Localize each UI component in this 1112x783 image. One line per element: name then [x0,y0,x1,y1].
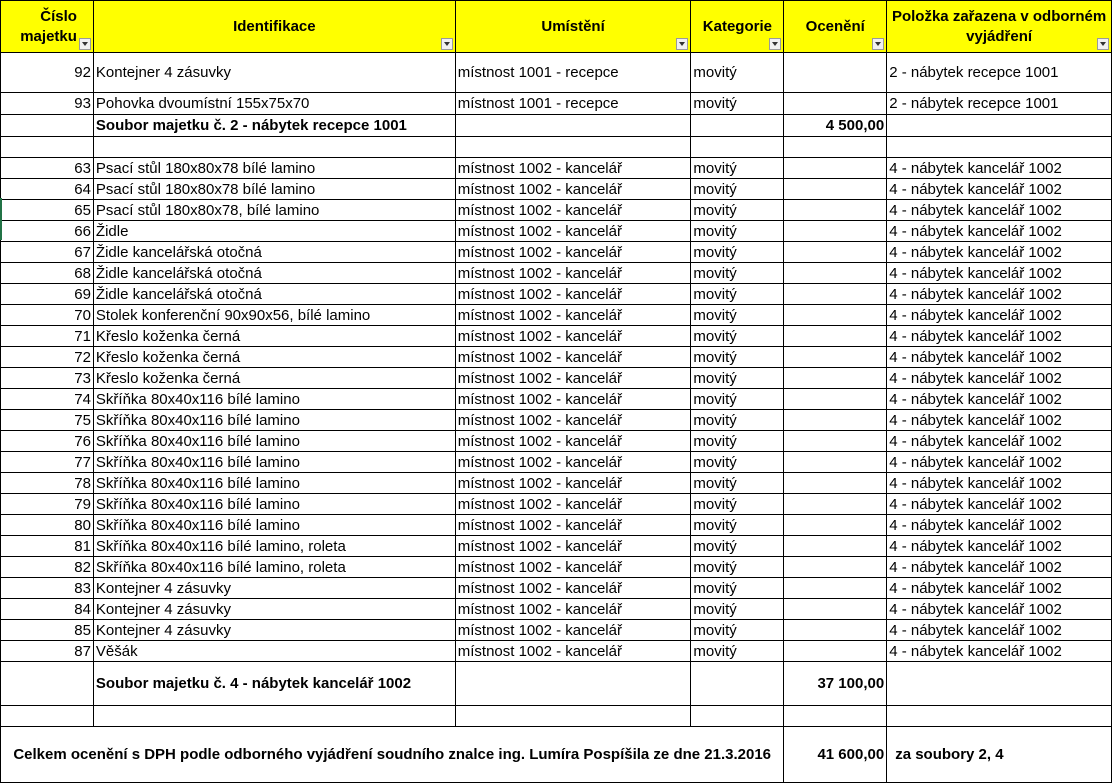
cell-category[interactable]: movitý [691,473,784,494]
cell-identification[interactable]: Křeslo koženka černá [93,347,455,368]
cell-valuation[interactable] [784,599,887,620]
empty-cell[interactable] [691,706,784,727]
cell-identification[interactable]: Skříňka 80x40x116 bílé lamino, roleta [93,557,455,578]
cell-category[interactable]: movitý [691,179,784,200]
cell-category[interactable]: movitý [691,641,784,662]
cell-valuation[interactable] [784,431,887,452]
cell-category[interactable]: movitý [691,410,784,431]
table-row[interactable] [1,93,1112,115]
header-item-in-report-label: Položka zařazena v odborném vyjádření [891,7,1107,45]
cell-asset-number[interactable]: 75 [1,410,94,431]
table-row[interactable] [1,326,1112,347]
cell-item-in-report[interactable]: 4 - nábytek kancelář 1002 [887,263,1112,284]
cell-asset-number[interactable]: 85 [1,620,94,641]
cell-item-in-report[interactable]: 4 - nábytek kancelář 1002 [887,641,1112,662]
empty-cell[interactable] [93,706,455,727]
cell-location[interactable]: místnost 1002 - kancelář [455,305,691,326]
cell-location[interactable]: místnost 1002 - kancelář [455,452,691,473]
cell-identification[interactable]: Kontejner 4 zásuvky [93,599,455,620]
cell-asset-number[interactable]: 73 [1,368,94,389]
cell-asset-number[interactable]: 74 [1,389,94,410]
cell-identification[interactable]: Skříňka 80x40x116 bílé lamino, roleta [93,536,455,557]
header-item-in-report [887,1,1112,53]
cell-location[interactable]: místnost 1002 - kancelář [455,200,691,221]
empty-cell[interactable] [1,706,94,727]
cell-identification[interactable]: Kontejner 4 zásuvky [93,620,455,641]
cell-category[interactable]: movitý [691,536,784,557]
cell-location[interactable]: místnost 1002 - kancelář [455,410,691,431]
cell-identification[interactable]: Židle kancelářská otočná [93,284,455,305]
filter-dropdown-icon[interactable] [676,38,688,50]
table-row[interactable] [1,557,1112,578]
table-row[interactable] [1,305,1112,326]
cell-category[interactable]: movitý [691,200,784,221]
cell-asset-number[interactable]: 79 [1,494,94,515]
cell-category[interactable]: movitý [691,494,784,515]
table-row[interactable] [1,431,1112,452]
table-row[interactable] [1,515,1112,536]
header-location-label: Umístění [541,17,605,35]
cell-valuation[interactable] [784,515,887,536]
cell-location[interactable]: místnost 1001 - recepce [455,93,691,115]
cell-item-in-report[interactable]: 4 - nábytek kancelář 1002 [887,242,1112,263]
cell-asset-number[interactable]: 68 [1,263,94,284]
cell-asset-number[interactable]: 72 [1,347,94,368]
cell-item-in-report[interactable]: 4 - nábytek kancelář 1002 [887,473,1112,494]
empty-cell[interactable] [455,115,691,137]
cell-identification[interactable]: Skříňka 80x40x116 bílé lamino [93,452,455,473]
cell-category[interactable]: movitý [691,599,784,620]
table-row[interactable] [1,179,1112,200]
empty-row[interactable] [1,706,1112,727]
cell-item-in-report[interactable]: 2 - nábytek recepce 1001 [887,93,1112,115]
cell-valuation[interactable] [784,620,887,641]
cell-location[interactable]: místnost 1001 - recepce [455,53,691,93]
cell-category[interactable]: movitý [691,578,784,599]
empty-cell[interactable] [691,662,784,706]
cell-location[interactable]: místnost 1002 - kancelář [455,431,691,452]
empty-cell[interactable] [455,137,691,158]
table-row[interactable] [1,620,1112,641]
cell-location[interactable]: místnost 1002 - kancelář [455,347,691,368]
header-category-label: Kategorie [702,17,772,35]
table-row[interactable] [1,599,1112,620]
table-row[interactable] [1,284,1112,305]
cell-asset-number[interactable]: 83 [1,578,94,599]
cell-valuation[interactable] [784,410,887,431]
cell-valuation[interactable] [784,536,887,557]
empty-cell[interactable] [887,706,1112,727]
subtotal-value[interactable]: 37 100,00 [784,662,887,706]
empty-cell[interactable] [1,115,94,137]
cell-category[interactable]: movitý [691,347,784,368]
cell-item-in-report[interactable]: 4 - nábytek kancelář 1002 [887,179,1112,200]
header-valuation [784,1,887,53]
table-row[interactable] [1,347,1112,368]
table-row[interactable] [1,389,1112,410]
cell-asset-number[interactable]: 92 [1,53,94,93]
filter-dropdown-icon[interactable] [441,38,453,50]
cell-item-in-report[interactable]: 4 - nábytek kancelář 1002 [887,536,1112,557]
cell-identification[interactable]: Křeslo koženka černá [93,326,455,347]
cell-item-in-report[interactable]: 4 - nábytek kancelář 1002 [887,578,1112,599]
empty-row[interactable] [1,137,1112,158]
cell-identification[interactable]: Kontejner 4 zásuvky [93,53,455,93]
cell-valuation[interactable] [784,53,887,93]
cell-valuation[interactable] [784,452,887,473]
cell-asset-number[interactable]: 78 [1,473,94,494]
cell-category[interactable]: movitý [691,221,784,242]
cell-location[interactable]: místnost 1002 - kancelář [455,368,691,389]
cell-item-in-report[interactable]: 4 - nábytek kancelář 1002 [887,200,1112,221]
cell-identification[interactable]: Židle [93,221,455,242]
cell-location[interactable]: místnost 1002 - kancelář [455,242,691,263]
cell-identification[interactable]: Křeslo koženka černá [93,368,455,389]
cell-location[interactable]: místnost 1002 - kancelář [455,578,691,599]
cell-item-in-report[interactable]: 4 - nábytek kancelář 1002 [887,515,1112,536]
cell-category[interactable]: movitý [691,158,784,179]
table-row[interactable] [1,158,1112,179]
table-row[interactable] [1,242,1112,263]
cell-valuation[interactable] [784,473,887,494]
subtotal-row[interactable] [1,662,1112,706]
empty-cell[interactable] [691,115,784,137]
subtotal-label[interactable]: Soubor majetku č. 2 - nábytek recepce 1001 [93,115,455,137]
cell-item-in-report[interactable]: 4 - nábytek kancelář 1002 [887,599,1112,620]
cell-location[interactable]: místnost 1002 - kancelář [455,221,691,242]
filter-dropdown-icon[interactable] [872,38,884,50]
cell-asset-number[interactable]: 64 [1,179,94,200]
cell-category[interactable]: movitý [691,326,784,347]
cell-location[interactable]: místnost 1002 - kancelář [455,620,691,641]
header-asset-number [1,1,94,53]
empty-cell[interactable] [691,137,784,158]
cell-location[interactable]: místnost 1002 - kancelář [455,641,691,662]
subtotal-label[interactable]: Soubor majetku č. 4 - nábytek kancelář 1002 [93,662,455,706]
cell-item-in-report[interactable]: 4 - nábytek kancelář 1002 [887,158,1112,179]
cell-asset-number[interactable]: 70 [1,305,94,326]
cell-category[interactable]: movitý [691,93,784,115]
filter-dropdown-icon[interactable] [1097,38,1109,50]
cell-identification[interactable]: Skříňka 80x40x116 bílé lamino [93,431,455,452]
cell-category[interactable]: movitý [691,452,784,473]
subtotal-value[interactable]: 4 500,00 [784,115,887,137]
cell-valuation[interactable] [784,326,887,347]
cell-valuation[interactable] [784,263,887,284]
cell-location[interactable]: místnost 1002 - kancelář [455,515,691,536]
cell-asset-number[interactable]: 87 [1,641,94,662]
cell-identification[interactable]: Psací stůl 180x80x78 bílé lamino [93,158,455,179]
header-identification-label: Identifikace [233,17,316,35]
cell-asset-number[interactable]: 80 [1,515,94,536]
cell-category[interactable]: movitý [691,620,784,641]
cell-valuation[interactable] [784,641,887,662]
cell-valuation[interactable] [784,158,887,179]
cell-asset-number[interactable]: 71 [1,326,94,347]
cell-identification[interactable]: Kontejner 4 zásuvky [93,578,455,599]
empty-cell[interactable] [887,137,1112,158]
cell-item-in-report[interactable]: 4 - nábytek kancelář 1002 [887,494,1112,515]
cell-asset-number[interactable]: 66 [1,221,94,242]
cell-category[interactable]: movitý [691,431,784,452]
header-row [1,1,1112,53]
table-row[interactable] [1,368,1112,389]
cell-item-in-report[interactable]: 4 - nábytek kancelář 1002 [887,452,1112,473]
cell-category[interactable]: movitý [691,557,784,578]
table-row[interactable] [1,53,1112,93]
header-valuation-label: Ocenění [805,17,865,35]
cell-asset-number[interactable]: 67 [1,242,94,263]
grand-total-note[interactable]: za soubory 2, 4 [887,727,1112,783]
header-category [691,1,784,53]
cell-item-in-report[interactable]: 4 - nábytek kancelář 1002 [887,410,1112,431]
table-row[interactable] [1,473,1112,494]
cell-item-in-report[interactable]: 4 - nábytek kancelář 1002 [887,368,1112,389]
cell-category[interactable]: movitý [691,389,784,410]
cell-asset-number[interactable]: 65 [1,200,94,221]
cell-location[interactable]: místnost 1002 - kancelář [455,473,691,494]
cell-identification[interactable]: Stolek konferenční 90x90x56, bílé lamino [93,305,455,326]
cell-item-in-report[interactable]: 4 - nábytek kancelář 1002 [887,221,1112,242]
cell-asset-number[interactable]: 76 [1,431,94,452]
empty-cell[interactable] [1,137,94,158]
cell-location[interactable]: místnost 1002 - kancelář [455,599,691,620]
empty-cell[interactable] [784,137,887,158]
cell-asset-number[interactable]: 63 [1,158,94,179]
cell-valuation[interactable] [784,93,887,115]
subtotal-row[interactable] [1,115,1112,137]
table-row[interactable] [1,641,1112,662]
cell-item-in-report[interactable]: 4 - nábytek kancelář 1002 [887,389,1112,410]
filter-dropdown-icon[interactable] [79,38,91,50]
cell-valuation[interactable] [784,578,887,599]
table-row[interactable] [1,494,1112,515]
cell-valuation[interactable] [784,389,887,410]
cell-identification[interactable]: Židle kancelářská otočná [93,242,455,263]
cell-category[interactable]: movitý [691,263,784,284]
cell-location[interactable]: místnost 1002 - kancelář [455,179,691,200]
cell-asset-number[interactable]: 93 [1,93,94,115]
cell-identification[interactable]: Skříňka 80x40x116 bílé lamino [93,494,455,515]
cell-asset-number[interactable]: 84 [1,599,94,620]
cell-valuation[interactable] [784,494,887,515]
cell-identification[interactable]: Věšák [93,641,455,662]
cell-valuation[interactable] [784,284,887,305]
cell-valuation[interactable] [784,200,887,221]
cell-item-in-report[interactable]: 4 - nábytek kancelář 1002 [887,284,1112,305]
cell-identification[interactable]: Skříňka 80x40x116 bílé lamino [93,473,455,494]
cell-item-in-report[interactable]: 2 - nábytek recepce 1001 [887,53,1112,93]
cell-item-in-report[interactable]: 4 - nábytek kancelář 1002 [887,431,1112,452]
empty-cell[interactable] [93,137,455,158]
grand-total-row[interactable] [1,727,1112,783]
empty-cell[interactable] [455,662,691,706]
header-identification [93,1,455,53]
header-asset-number-label: Číslo majetku [20,7,77,45]
cell-location[interactable]: místnost 1002 - kancelář [455,158,691,179]
cell-identification[interactable]: Židle kancelářská otočná [93,263,455,284]
empty-cell[interactable] [455,706,691,727]
cell-category[interactable]: movitý [691,242,784,263]
cell-identification[interactable]: Psací stůl 180x80x78, bílé lamino [93,200,455,221]
cell-identification[interactable]: Skříňka 80x40x116 bílé lamino [93,389,455,410]
cell-item-in-report[interactable]: 4 - nábytek kancelář 1002 [887,557,1112,578]
header-location [455,1,691,53]
empty-cell[interactable] [887,662,1112,706]
cell-asset-number[interactable]: 77 [1,452,94,473]
cell-location[interactable]: místnost 1002 - kancelář [455,536,691,557]
table-row[interactable] [1,452,1112,473]
cell-category[interactable]: movitý [691,284,784,305]
cell-location[interactable]: místnost 1002 - kancelář [455,284,691,305]
selection-indicator [0,198,2,240]
cell-item-in-report[interactable]: 4 - nábytek kancelář 1002 [887,347,1112,368]
table-row[interactable] [1,578,1112,599]
cell-item-in-report[interactable]: 4 - nábytek kancelář 1002 [887,326,1112,347]
cell-asset-number[interactable]: 69 [1,284,94,305]
table-row[interactable] [1,536,1112,557]
cell-identification[interactable]: Psací stůl 180x80x78 bílé lamino [93,179,455,200]
cell-category[interactable]: movitý [691,305,784,326]
cell-item-in-report[interactable]: 4 - nábytek kancelář 1002 [887,620,1112,641]
cell-valuation[interactable] [784,221,887,242]
grand-total-label[interactable]: Celkem ocenění s DPH podle odborného vyjádření soudního znalce ing. Lumíra Pospíšila ze dne 21.3.2016 [1,727,784,783]
table-row[interactable] [1,221,1112,242]
filter-dropdown-icon[interactable] [769,38,781,50]
empty-cell[interactable] [887,115,1112,137]
cell-location[interactable]: místnost 1002 - kancelář [455,389,691,410]
cell-valuation[interactable] [784,179,887,200]
cell-valuation[interactable] [784,347,887,368]
cell-category[interactable]: movitý [691,53,784,93]
table-row[interactable] [1,200,1112,221]
cell-category[interactable]: movitý [691,515,784,536]
cell-valuation[interactable] [784,242,887,263]
cell-identification[interactable]: Skříňka 80x40x116 bílé lamino [93,515,455,536]
cell-location[interactable]: místnost 1002 - kancelář [455,263,691,284]
cell-identification[interactable]: Skříňka 80x40x116 bílé lamino [93,410,455,431]
cell-valuation[interactable] [784,368,887,389]
grand-total-value[interactable]: 41 600,00 [784,727,887,783]
cell-valuation[interactable] [784,557,887,578]
cell-item-in-report[interactable]: 4 - nábytek kancelář 1002 [887,305,1112,326]
table-row[interactable] [1,410,1112,431]
table-row[interactable] [1,263,1112,284]
cell-location[interactable]: místnost 1002 - kancelář [455,557,691,578]
cell-location[interactable]: místnost 1002 - kancelář [455,326,691,347]
empty-cell[interactable] [1,662,94,706]
cell-asset-number[interactable]: 82 [1,557,94,578]
cell-identification[interactable]: Pohovka dvoumístní 155x75x70 [93,93,455,115]
cell-valuation[interactable] [784,305,887,326]
cell-category[interactable]: movitý [691,368,784,389]
cell-asset-number[interactable]: 81 [1,536,94,557]
empty-cell[interactable] [784,706,887,727]
cell-location[interactable]: místnost 1002 - kancelář [455,494,691,515]
